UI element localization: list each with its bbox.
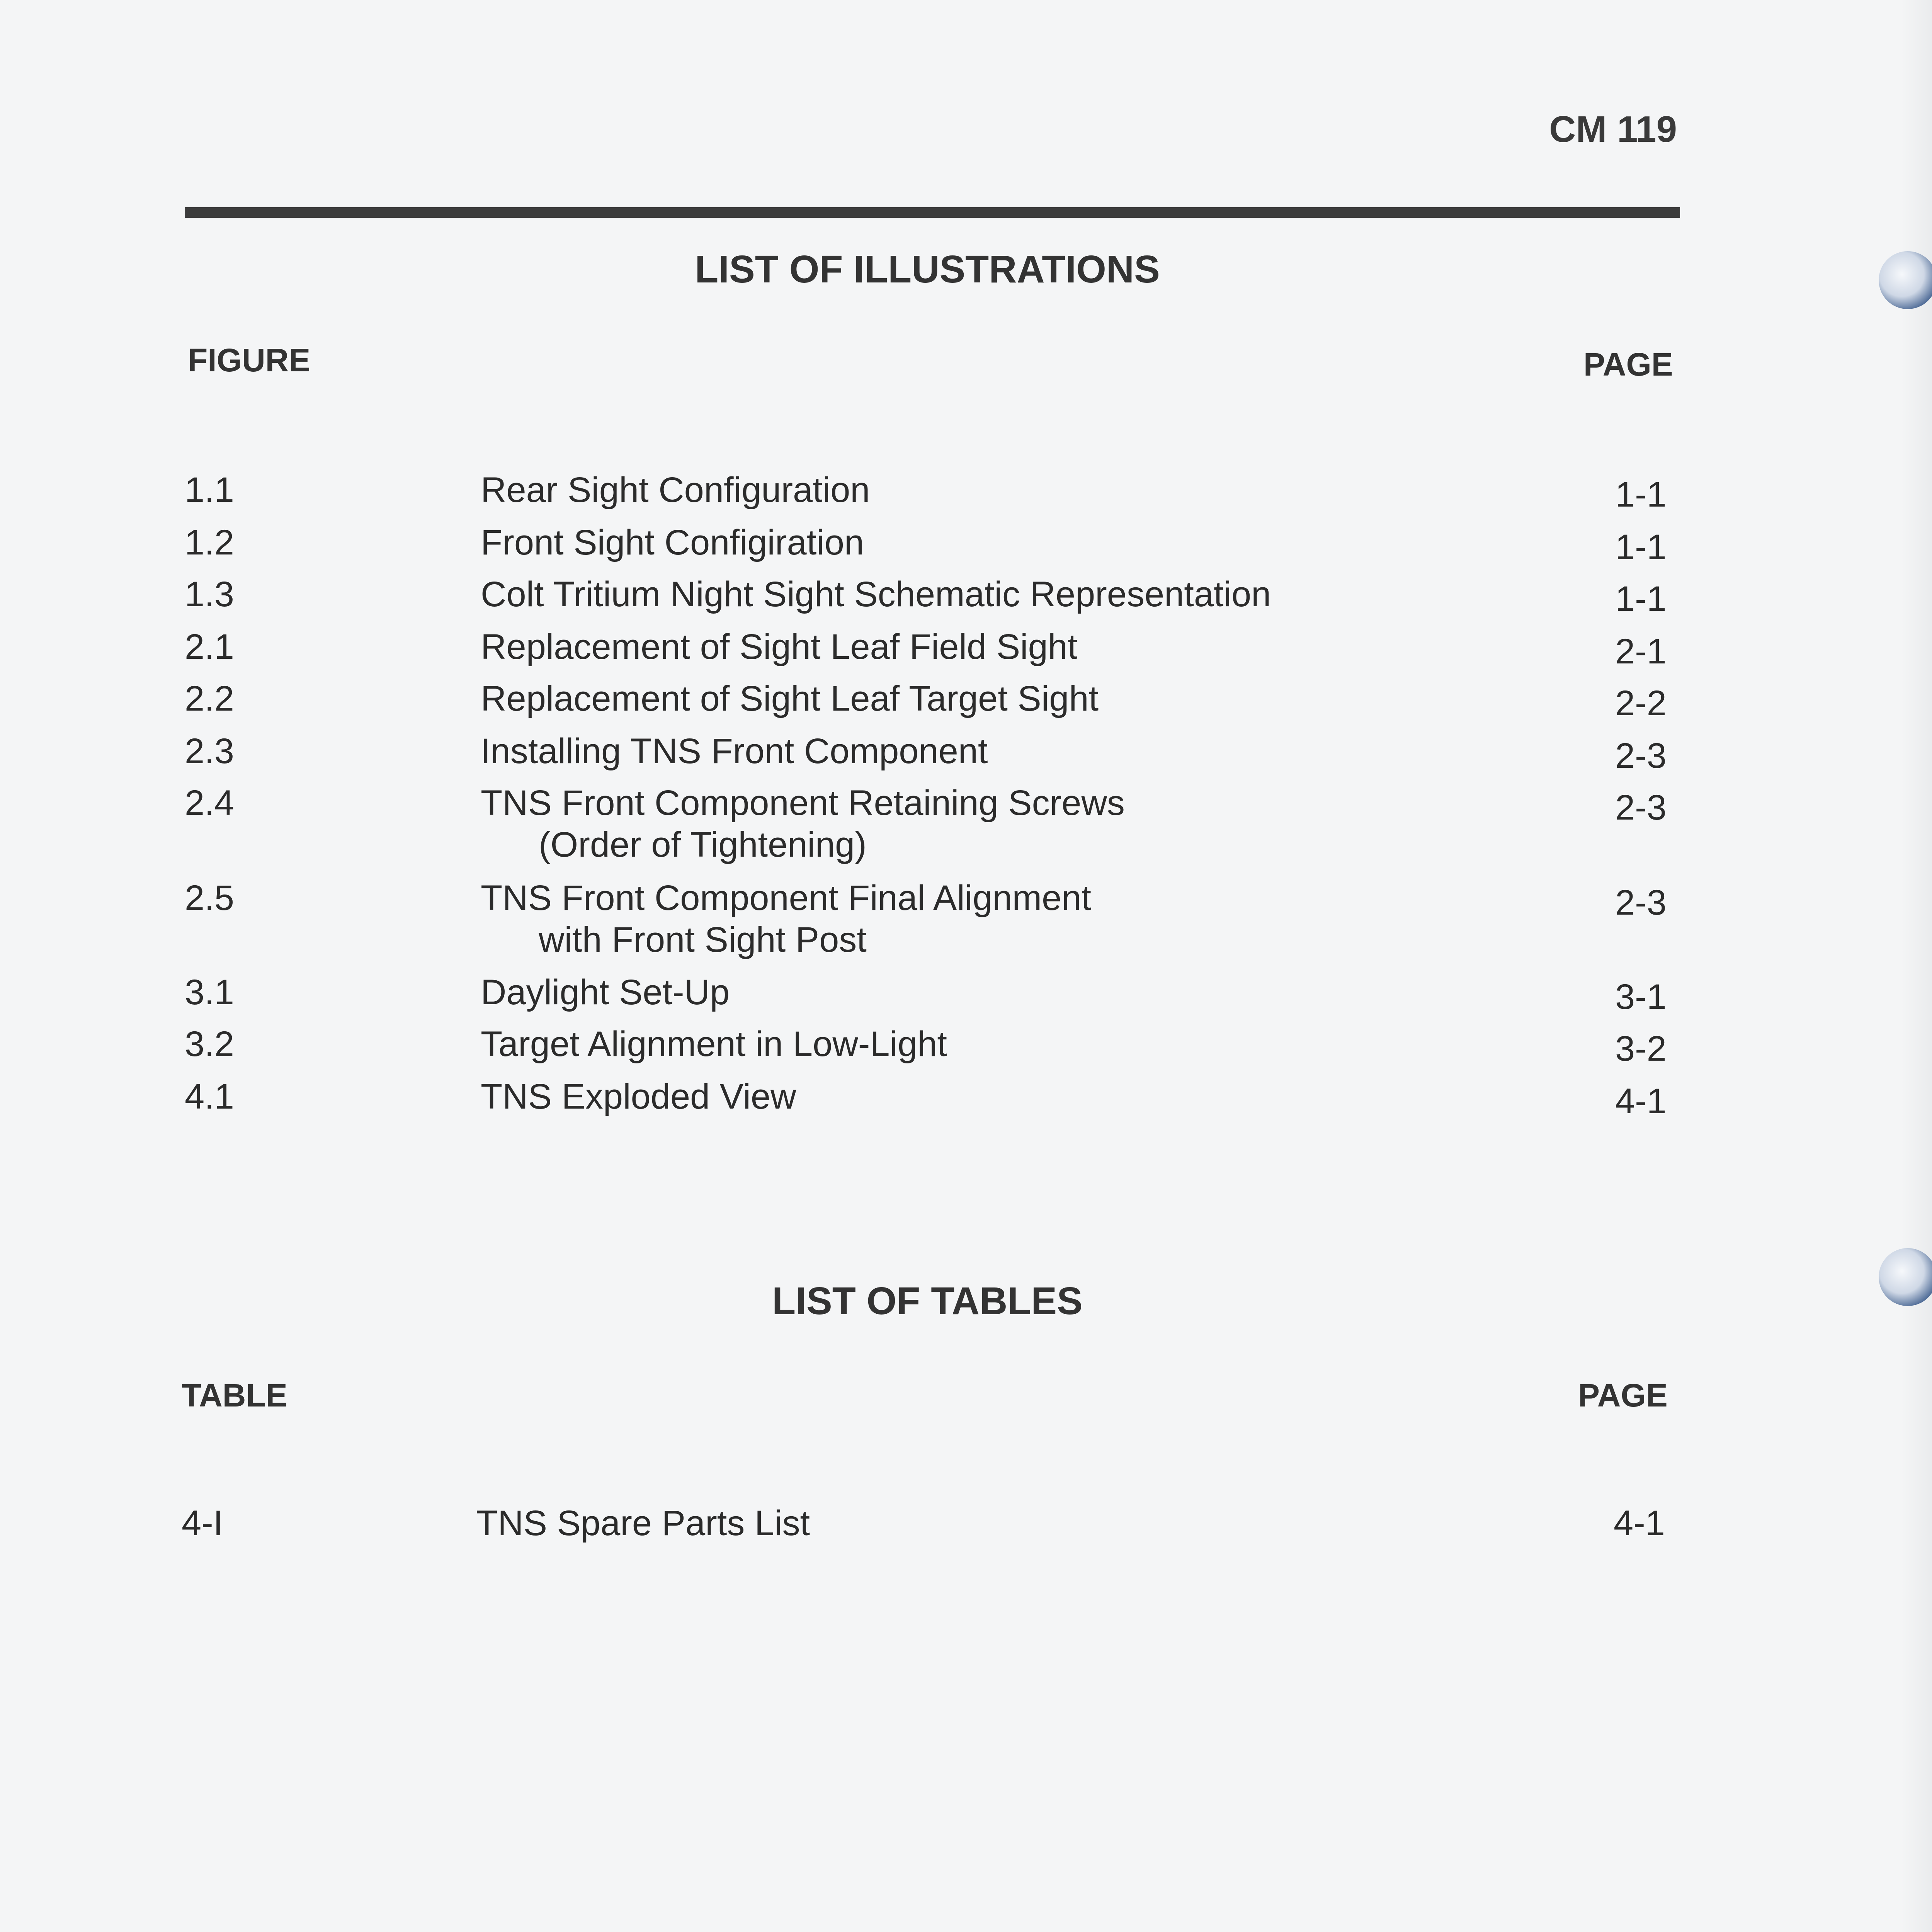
figure-title-continuation: (Order of Tightening) xyxy=(539,825,867,864)
figure-title: Replacement of Sight Leaf Field Sight xyxy=(481,627,1078,667)
figure-title-block xyxy=(481,782,1125,866)
figure-number: 2.4 xyxy=(185,783,234,823)
binder-hole xyxy=(1879,251,1932,309)
figure-title: Installing TNS Front Component xyxy=(481,731,988,771)
figure-page: 3-2 xyxy=(1615,1029,1667,1068)
figure-number: 3.2 xyxy=(185,1024,234,1064)
page-column-header: PAGE xyxy=(1578,1377,1668,1413)
figure-title-block xyxy=(481,877,1091,961)
figure-number: 1.1 xyxy=(185,470,234,510)
figure-title: Rear Sight Configuration xyxy=(481,470,870,510)
table-title: TNS Spare Parts List xyxy=(476,1503,810,1543)
figure-number: 2.1 xyxy=(185,627,234,667)
figure-page: 2-3 xyxy=(1615,736,1667,776)
figure-title: TNS Front Component Final Alignment xyxy=(481,878,1092,918)
figure-number: 2.2 xyxy=(185,679,234,718)
figure-number: 2.5 xyxy=(185,878,234,918)
figure-page: 1-1 xyxy=(1615,579,1667,619)
page-column-header: PAGE xyxy=(1583,346,1673,383)
figure-page: 1-1 xyxy=(1615,475,1667,514)
figure-page: 3-1 xyxy=(1615,977,1667,1017)
figure-title: TNS Exploded View xyxy=(481,1077,796,1116)
figure-number: 2.3 xyxy=(185,731,234,771)
table-page: 4-1 xyxy=(1614,1503,1665,1543)
header-rule xyxy=(185,207,1680,218)
list-of-tables-title: LIST OF TABLES xyxy=(772,1279,1083,1323)
list-of-illustrations-title: LIST OF ILLUSTRATIONS xyxy=(695,248,1160,291)
figure-page: 1-1 xyxy=(1615,527,1667,567)
figure-number: 1.3 xyxy=(185,575,234,614)
figure-number: 3.1 xyxy=(185,973,234,1012)
table-column-header: TABLE xyxy=(182,1377,287,1413)
figure-title-continuation: with Front Sight Post xyxy=(539,920,867,959)
figure-title: Front Sight Configiration xyxy=(481,523,864,562)
figure-title: TNS Front Component Retaining Screws xyxy=(481,783,1125,823)
figure-number: 1.2 xyxy=(185,523,234,562)
figure-page: 2-2 xyxy=(1615,684,1667,723)
figure-page: 4-1 xyxy=(1615,1082,1667,1121)
figure-number: 4.1 xyxy=(185,1077,234,1116)
figure-page: 2-3 xyxy=(1615,883,1667,922)
table-number: 4-I xyxy=(182,1503,223,1543)
figure-page: 2-1 xyxy=(1615,632,1667,671)
figure-title: Colt Tritium Night Sight Schematic Representation xyxy=(481,575,1271,614)
binder-hole xyxy=(1879,1248,1932,1306)
document-id: CM 119 xyxy=(1549,109,1677,150)
figure-page: 2-3 xyxy=(1615,788,1667,827)
figure-column-header: FIGURE xyxy=(188,342,311,378)
figure-title: Replacement of Sight Leaf Target Sight xyxy=(481,679,1099,718)
figure-title: Daylight Set-Up xyxy=(481,973,730,1012)
figure-title: Target Alignment in Low-Light xyxy=(481,1024,947,1064)
